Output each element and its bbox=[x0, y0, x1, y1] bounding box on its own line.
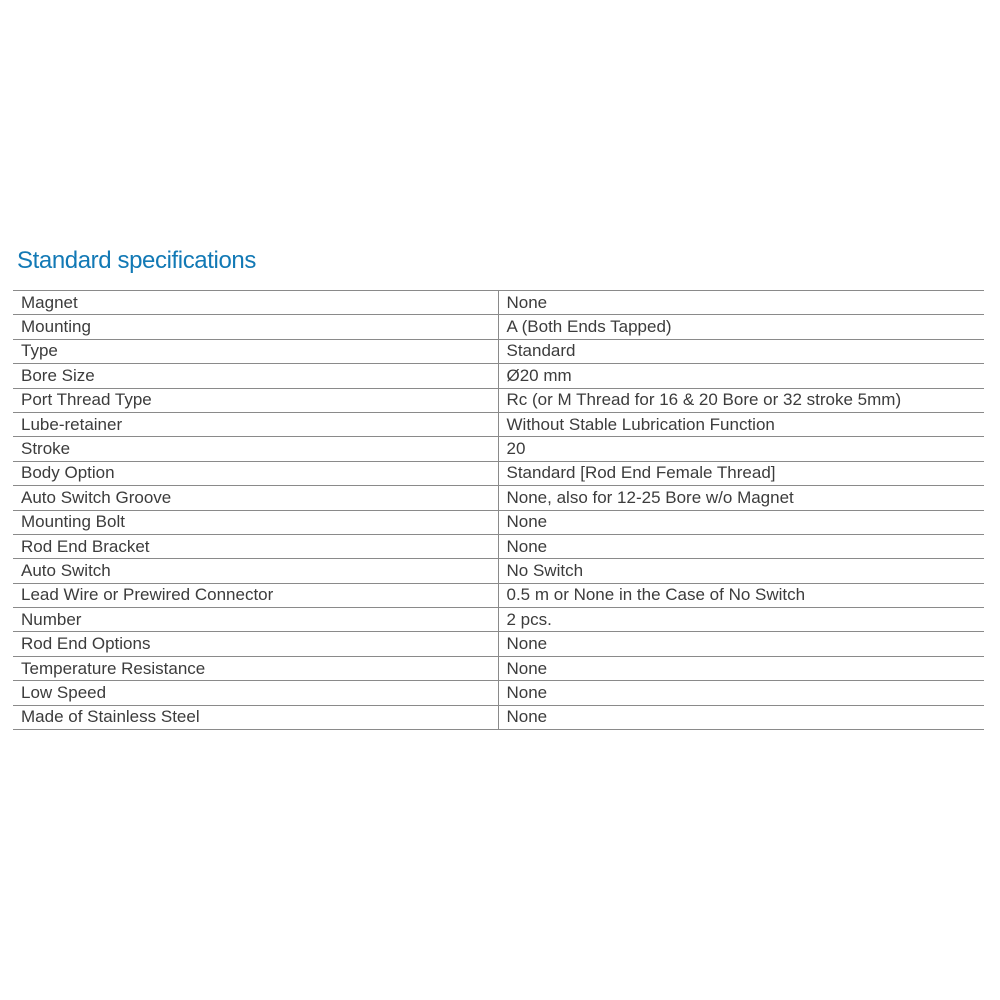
spec-label: Lead Wire or Prewired Connector bbox=[13, 583, 498, 607]
spec-label: Mounting Bolt bbox=[13, 510, 498, 534]
spec-label: Rod End Bracket bbox=[13, 534, 498, 558]
table-row bbox=[13, 315, 984, 339]
table-row bbox=[13, 632, 984, 656]
spec-value: None bbox=[498, 681, 984, 705]
spec-value: Without Stable Lubrication Function bbox=[498, 412, 984, 436]
spec-value: Standard [Rod End Female Thread] bbox=[498, 461, 984, 485]
spec-value: A (Both Ends Tapped) bbox=[498, 315, 984, 339]
spec-label: Rod End Options bbox=[13, 632, 498, 656]
table-row bbox=[13, 510, 984, 534]
spec-value: Ø20 mm bbox=[498, 364, 984, 388]
spec-value: None bbox=[498, 656, 984, 680]
spec-label: Made of Stainless Steel bbox=[13, 705, 498, 729]
spec-label: Low Speed bbox=[13, 681, 498, 705]
spec-value: 0.5 m or None in the Case of No Switch bbox=[498, 583, 984, 607]
spec-label: Body Option bbox=[13, 461, 498, 485]
table-row bbox=[13, 705, 984, 729]
spec-value: None bbox=[498, 534, 984, 558]
spec-label: Port Thread Type bbox=[13, 388, 498, 412]
specifications-table-body bbox=[13, 291, 984, 730]
spec-value: None, also for 12-25 Bore w/o Magnet bbox=[498, 486, 984, 510]
spec-label: Stroke bbox=[13, 437, 498, 461]
spec-label: Mounting bbox=[13, 315, 498, 339]
spec-label: Auto Switch Groove bbox=[13, 486, 498, 510]
table-row bbox=[13, 534, 984, 558]
spec-label: Magnet bbox=[13, 291, 498, 315]
spec-label: Temperature Resistance bbox=[13, 656, 498, 680]
page-title: Standard specifications bbox=[17, 247, 256, 274]
table-row bbox=[13, 388, 984, 412]
table-row bbox=[13, 461, 984, 485]
table-row bbox=[13, 412, 984, 436]
spec-value: None bbox=[498, 632, 984, 656]
table-row bbox=[13, 364, 984, 388]
spec-label: Bore Size bbox=[13, 364, 498, 388]
specifications-table bbox=[13, 290, 984, 730]
table-row bbox=[13, 339, 984, 363]
table-row bbox=[13, 608, 984, 632]
spec-value: 2 pcs. bbox=[498, 608, 984, 632]
table-row bbox=[13, 437, 984, 461]
spec-label: Lube-retainer bbox=[13, 412, 498, 436]
spec-value: Rc (or M Thread for 16 & 20 Bore or 32 stroke 5mm) bbox=[498, 388, 984, 412]
table-row bbox=[13, 681, 984, 705]
spec-label: Auto Switch bbox=[13, 559, 498, 583]
table-row bbox=[13, 583, 984, 607]
spec-value: None bbox=[498, 510, 984, 534]
table-row bbox=[13, 656, 984, 680]
spec-value: None bbox=[498, 705, 984, 729]
table-row bbox=[13, 486, 984, 510]
spec-value: 20 bbox=[498, 437, 984, 461]
table-row bbox=[13, 291, 984, 315]
table-row bbox=[13, 559, 984, 583]
spec-label: Type bbox=[13, 339, 498, 363]
spec-label: Number bbox=[13, 608, 498, 632]
spec-value: Standard bbox=[498, 339, 984, 363]
spec-value: None bbox=[498, 291, 984, 315]
spec-value: No Switch bbox=[498, 559, 984, 583]
